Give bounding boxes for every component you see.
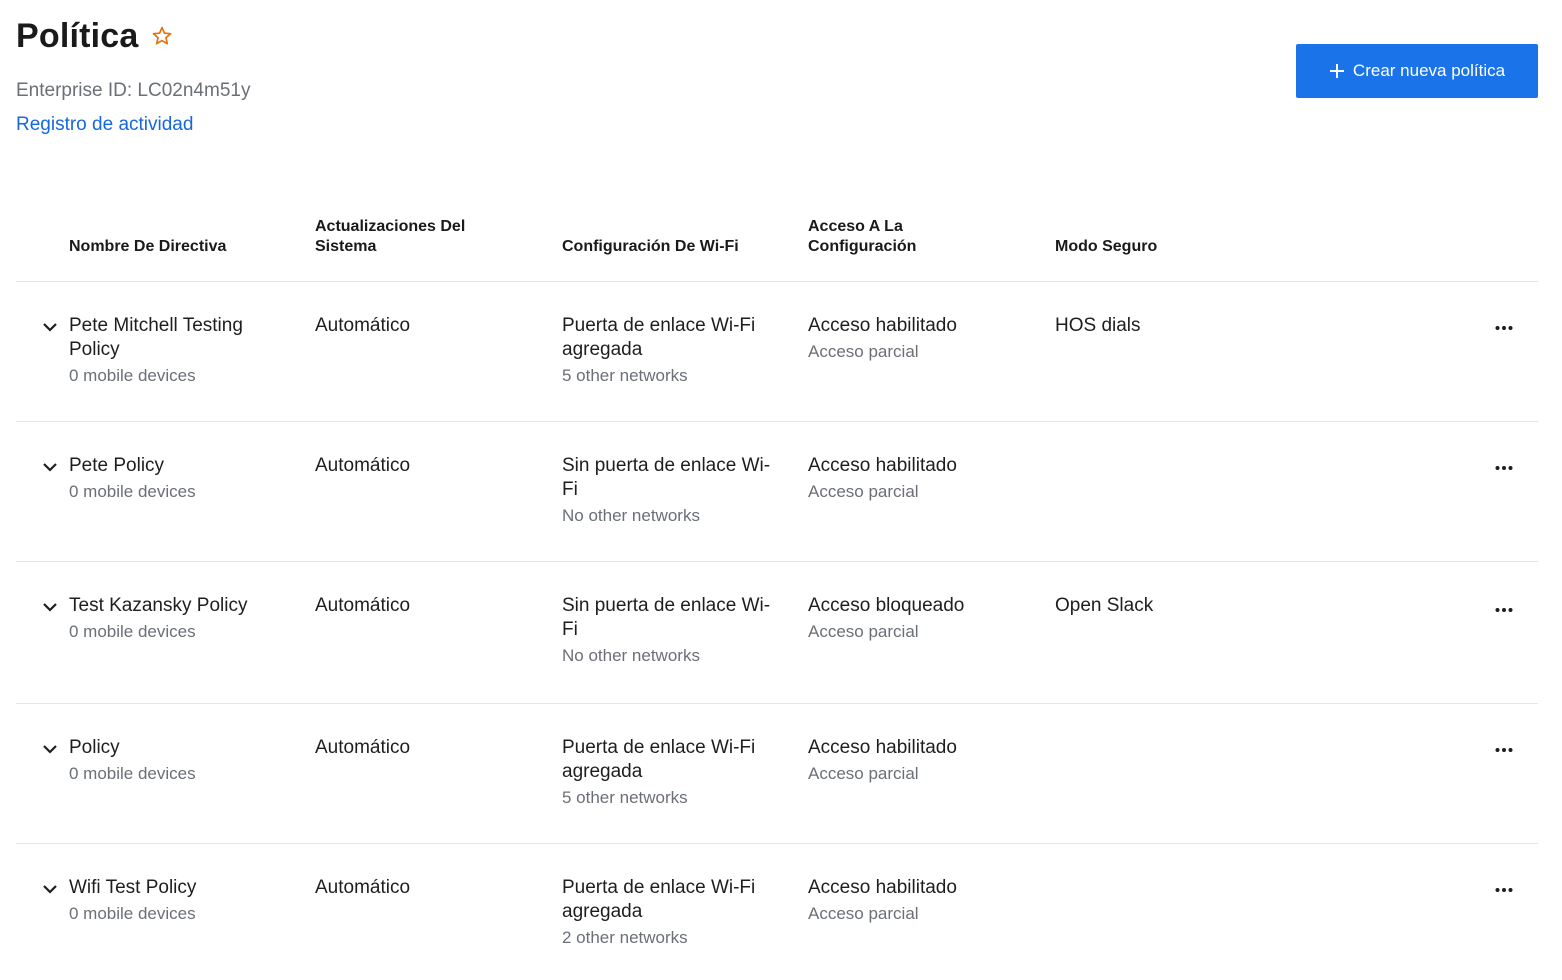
table-row[interactable] xyxy=(16,562,1538,704)
wifi-value: Puerta de enlace Wi-Fi agregada xyxy=(562,315,756,360)
access-value: Acceso habilitado xyxy=(808,877,957,898)
wifi-value: Puerta de enlace Wi-Fi agregada xyxy=(562,737,756,782)
access-value: Acceso habilitado xyxy=(808,455,957,476)
wifi-networks: No other networks xyxy=(562,646,700,665)
updates-cell: Automático xyxy=(315,595,411,616)
create-policy-label: Crear nueva política xyxy=(1352,61,1506,80)
create-policy-button[interactable] xyxy=(1296,44,1538,98)
access-value: Acceso habilitado xyxy=(808,315,957,336)
table-row[interactable] xyxy=(16,844,1538,980)
page-title: Política xyxy=(16,16,139,55)
access-cell xyxy=(808,736,1028,786)
updates-cell: Automático xyxy=(315,737,411,758)
wifi-cell xyxy=(562,314,784,388)
safe-mode-cell: HOS dials xyxy=(1055,315,1141,336)
safe-mode-cell: Open Slack xyxy=(1055,595,1154,616)
wifi-value: Sin puerta de enlace Wi-Fi xyxy=(562,595,771,640)
more-horizontal-icon[interactable] xyxy=(1494,602,1514,612)
enterprise-id: Enterprise ID: LC02n4m51y xyxy=(16,80,251,101)
access-cell xyxy=(808,314,1028,364)
policy-name: Pete Mitchell Testing Policy xyxy=(69,315,243,360)
access-sub: Acceso parcial xyxy=(808,764,919,783)
access-sub: Acceso parcial xyxy=(808,342,919,361)
wifi-cell xyxy=(562,454,784,528)
policy-name-cell xyxy=(69,314,289,388)
access-cell xyxy=(808,876,1028,926)
column-header-name[interactable]: Nombre De Directiva xyxy=(69,238,227,255)
access-sub: Acceso parcial xyxy=(808,482,919,501)
policy-name: Test Kazansky Policy xyxy=(69,595,248,616)
title-row xyxy=(16,14,250,58)
policy-table xyxy=(16,200,1538,980)
chevron-down-icon[interactable] xyxy=(42,742,58,754)
wifi-cell xyxy=(562,594,784,668)
table-header xyxy=(16,200,1538,282)
column-header-updates[interactable]: Actualizaciones Del Sistema xyxy=(315,218,466,255)
access-sub: Acceso parcial xyxy=(808,904,919,923)
more-horizontal-icon[interactable] xyxy=(1494,742,1514,752)
more-horizontal-icon[interactable] xyxy=(1494,460,1514,470)
wifi-cell xyxy=(562,736,784,810)
column-header-safe-mode[interactable]: Modo Seguro xyxy=(1055,238,1158,255)
policy-name-cell xyxy=(69,876,289,926)
updates-cell: Automático xyxy=(315,877,411,898)
device-count: 0 mobile devices xyxy=(69,764,196,783)
table-row[interactable] xyxy=(16,282,1538,422)
wifi-cell xyxy=(562,876,784,950)
policy-name: Policy xyxy=(69,737,120,758)
chevron-down-icon[interactable] xyxy=(42,882,58,894)
wifi-networks: 2 other networks xyxy=(562,928,688,947)
wifi-value: Sin puerta de enlace Wi-Fi xyxy=(562,455,771,500)
updates-cell: Automático xyxy=(315,315,411,336)
more-horizontal-icon[interactable] xyxy=(1494,320,1514,330)
device-count: 0 mobile devices xyxy=(69,904,196,923)
wifi-value: Puerta de enlace Wi-Fi agregada xyxy=(562,877,756,922)
wifi-networks: No other networks xyxy=(562,506,700,525)
page-header xyxy=(16,14,250,136)
wifi-networks: 5 other networks xyxy=(562,788,688,807)
policy-name: Pete Policy xyxy=(69,455,165,476)
star-icon[interactable] xyxy=(151,25,173,47)
policy-name: Wifi Test Policy xyxy=(69,877,197,898)
plus-icon xyxy=(1329,63,1345,79)
policy-name-cell xyxy=(69,594,289,644)
updates-cell: Automático xyxy=(315,455,411,476)
access-cell xyxy=(808,594,1028,644)
chevron-down-icon[interactable] xyxy=(42,600,58,612)
column-header-access[interactable]: Acceso A La Configuración xyxy=(808,218,917,255)
more-horizontal-icon[interactable] xyxy=(1494,882,1514,892)
device-count: 0 mobile devices xyxy=(69,366,196,385)
device-count: 0 mobile devices xyxy=(69,622,196,641)
chevron-down-icon[interactable] xyxy=(42,460,58,472)
table-row[interactable] xyxy=(16,422,1538,562)
access-cell xyxy=(808,454,1028,504)
access-value: Acceso bloqueado xyxy=(808,595,965,616)
table-row[interactable] xyxy=(16,704,1538,844)
policy-name-cell xyxy=(69,736,289,786)
device-count: 0 mobile devices xyxy=(69,482,196,501)
column-header-wifi[interactable]: Configuración De Wi-Fi xyxy=(562,238,739,255)
access-sub: Acceso parcial xyxy=(808,622,919,641)
wifi-networks: 5 other networks xyxy=(562,366,688,385)
access-value: Acceso habilitado xyxy=(808,737,957,758)
chevron-down-icon[interactable] xyxy=(42,320,58,332)
policy-name-cell xyxy=(69,454,289,504)
activity-log-link[interactable]: Registro de actividad xyxy=(16,114,194,135)
